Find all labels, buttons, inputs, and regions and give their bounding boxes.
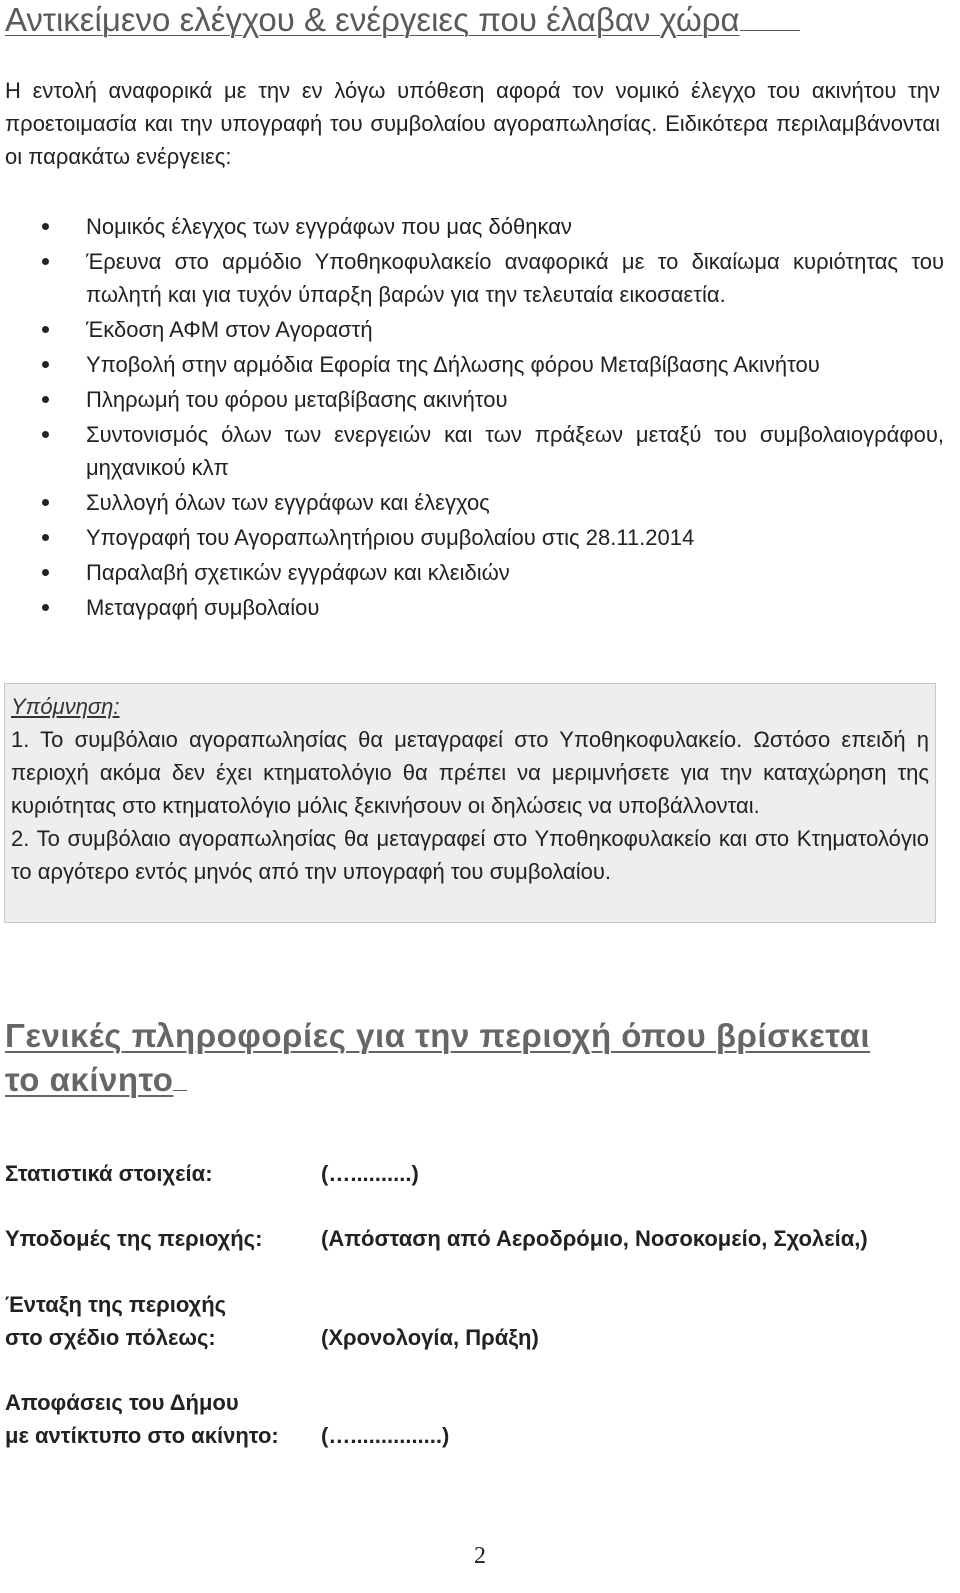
bullet-icon <box>42 396 49 403</box>
info-label-line2: στο σχέδιο πόλεως: <box>5 1325 216 1350</box>
list-item: Υποβολή στην αρμόδια Εφορία της Δήλωσης φόρου Μεταβίβασης Ακινήτου <box>0 348 944 381</box>
intro-paragraph: Η εντολή αναφορικά με την εν λόγω υπόθεση αφορά τον νομικό έλεγχο του ακινήτου την προετοιμασία και την υπογραφή του συμβολαίου αγοραπωλησίας. Ειδικότερα περιλαμβάνονται οι παρακάτω ενέργειες: <box>5 78 940 169</box>
info-value: (…..........) <box>321 1161 419 1186</box>
list-item: Πληρωμή του φόρου μεταβίβασης ακινήτου <box>0 383 944 416</box>
section-heading-actions: Αντικείμενο ελέγχου & ενέργειες που έλαβαν χώρα <box>5 0 943 42</box>
list-item: Έκδοση ΑΦΜ στον Αγοραστή <box>0 313 944 346</box>
section-heading-area-info: Γενικές πληροφορίες για την περιοχή όπου βρίσκεται το ακίνητο <box>5 1017 871 1098</box>
bullet-icon <box>42 326 49 333</box>
bullet-icon <box>42 258 49 265</box>
list-item: Συλλογή όλων των εγγράφων και έλεγχος <box>0 486 944 519</box>
reminder-paragraph-1: 1. Το συμβόλαιο αγοραπωλησίας θα μεταγραφεί στο Υποθηκοφυλακείο. Ωστόσο επειδή η περιοχή ακόμα δεν έχει κτηματολόγιο θα πρέπει να μεριμνήσετε για την καταχώρηση της κυριότητας στο κτηματολόγιο μόλις ξεκινήσουν οι δηλώσεις να υποβάλλονται. <box>11 727 929 818</box>
bullet-icon <box>42 569 49 576</box>
actions-list <box>0 210 944 626</box>
info-label: Αποφάσεις του Δήμου <box>5 1390 239 1415</box>
list-item: Μεταγραφή συμβολαίου <box>0 591 944 624</box>
bullet-icon <box>42 223 49 230</box>
list-item: Έρευνα στο αρμόδιο Υποθηκοφυλακείο αναφορικά με το δικαίωμα κυριότητας του πωλητή και για τυχόν ύπαρξη βαρών για την τελευταία εικοσαετία. <box>0 245 944 311</box>
reminder-box <box>4 683 936 923</box>
bullet-icon <box>42 534 49 541</box>
bullet-icon <box>42 604 49 611</box>
info-row-municipal-decisions <box>5 1386 450 1452</box>
list-item: Παραλαβή σχετικών εγγράφων και κλειδιών <box>0 556 944 589</box>
info-label: Ένταξη της περιοχής <box>5 1292 227 1317</box>
page-number: 2 <box>474 1543 486 1569</box>
bullet-icon <box>42 499 49 506</box>
info-row-statistics <box>5 1157 419 1190</box>
reminder-title: Υπόμνηση: <box>11 694 120 719</box>
bullet-icon <box>42 361 49 368</box>
list-item: Συντονισμός όλων των ενεργειών και των πράξεων μεταξύ του συμβολαιογράφου, μηχανικού κλπ <box>0 418 944 484</box>
info-label: Υποδομές της περιοχής: <box>5 1226 263 1251</box>
info-value: (Απόσταση από Αεροδρόμιο, Νοσοκομείο, Σχολεία,) <box>321 1226 868 1251</box>
info-value: (…...............) <box>321 1423 450 1448</box>
info-row-infrastructure <box>5 1222 868 1255</box>
reminder-paragraph-2: 2. Το συμβόλαιο αγοραπωλησίας θα μεταγραφεί στο Υποθηκοφυλακείο και στο Κτηματολόγιο το αργότερο εντός μηνός από την υπογραφή του συμβολαίου. <box>11 826 929 884</box>
list-item: Νομικός έλεγχος των εγγράφων που μας δόθηκαν <box>0 210 944 243</box>
list-item: Υπογραφή του Αγοραπωλητήριου συμβολαίου στις 28.11.2014 <box>0 521 944 554</box>
info-value: (Χρονολογία, Πράξη) <box>321 1325 539 1350</box>
info-label: Στατιστικά στοιχεία: <box>5 1161 213 1186</box>
info-label-line2: με αντίκτυπο στο ακίνητο: <box>5 1423 279 1448</box>
info-row-city-plan <box>5 1288 539 1354</box>
bullet-icon <box>42 431 49 438</box>
